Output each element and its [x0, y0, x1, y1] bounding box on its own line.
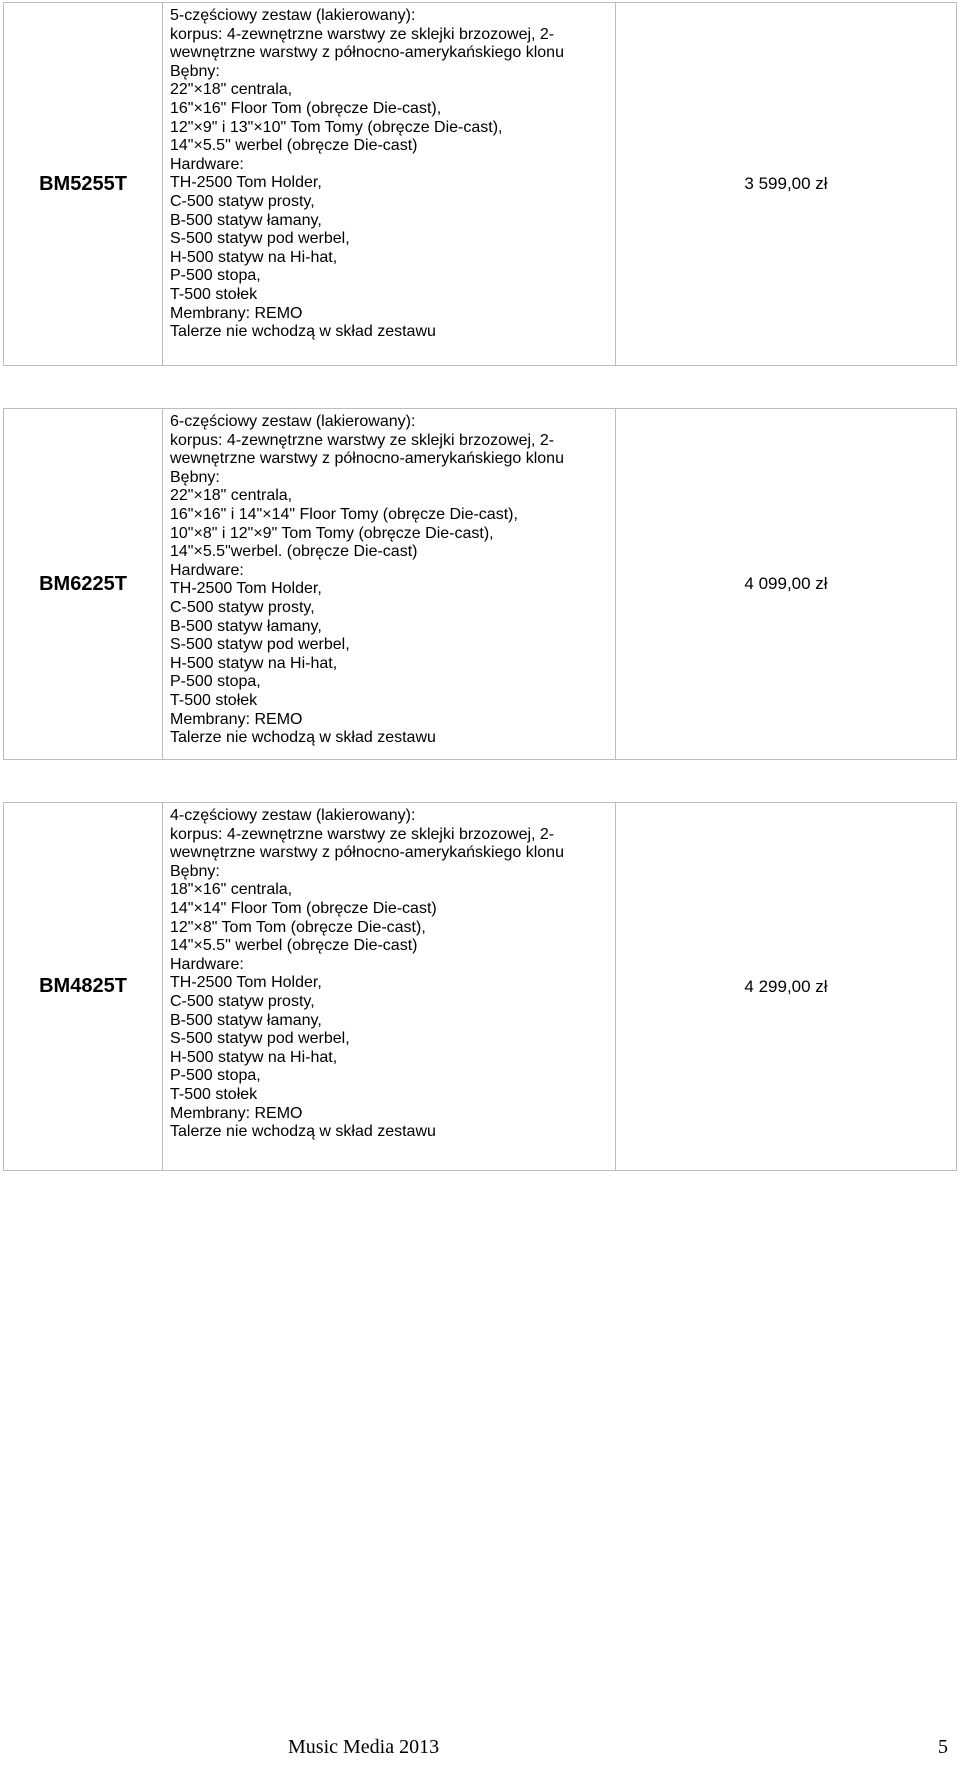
description-line: 4-częściowy zestaw (lakierowany): — [170, 807, 416, 824]
description-line: C-500 statyw prosty, — [170, 992, 315, 1010]
description-line: P-500 stopa, — [170, 673, 261, 691]
description-line: B-500 statyw łamany, — [170, 1011, 322, 1029]
description-line: 16"×16" i 14"×14" Floor Tomy (obręcze Die-cast), — [170, 505, 518, 523]
description-line: 14"×5.5" werbel (obręcze Die-cast) — [170, 937, 418, 955]
description-line: 22"×18" centrala, — [170, 81, 293, 99]
description-lines — [170, 3, 615, 348]
description-line: 14"×5.5" werbel (obręcze Die-cast) — [170, 137, 418, 155]
product-description — [163, 3, 616, 366]
description-line: T-500 stołek — [170, 1085, 258, 1103]
page-number: 5 — [938, 1736, 948, 1758]
product-description — [163, 803, 616, 1171]
description-lines — [170, 409, 615, 754]
description-lines — [170, 803, 615, 1148]
product-table — [3, 2, 957, 1171]
description-line: korpus: 4-zewnętrzne warstwy ze sklejki brzozowej, 2- — [170, 825, 555, 843]
description-line: B-500 statyw łamany, — [170, 617, 322, 635]
description-line: 14"×14" Floor Tom (obręcze Die-cast) — [170, 899, 437, 917]
product-price: 3 599,00 zł — [616, 3, 957, 366]
description-line: TH-2500 Tom Holder, — [170, 580, 322, 598]
description-line: P-500 stopa, — [170, 1067, 261, 1085]
description-line: 12"×9" i 13"×10" Tom Tomy (obręcze Die-cast), — [170, 118, 503, 136]
description-line: Talerze nie wchodzą w skład zestawu — [170, 323, 436, 341]
description-line: Hardware: — [170, 561, 244, 579]
description-line: B-500 statyw łamany, — [170, 211, 322, 229]
description-line: korpus: 4-zewnętrzne warstwy ze sklejki brzozowej, 2- — [170, 431, 555, 449]
description-line: Bębny: — [170, 862, 220, 880]
description-line: Membrany: REMO — [170, 710, 303, 728]
description-line: 22"×18" centrala, — [170, 487, 293, 505]
description-line: T-500 stołek — [170, 285, 258, 303]
description-line: korpus: 4-zewnętrzne warstwy ze sklejki brzozowej, 2- — [170, 25, 555, 43]
description-line: Bębny: — [170, 62, 220, 80]
product-code: BM5255T — [4, 3, 163, 366]
description-line: Hardware: — [170, 155, 244, 173]
description-line: H-500 statyw na Hi-hat, — [170, 248, 338, 266]
product-code: BM6225T — [4, 409, 163, 760]
description-line: Hardware: — [170, 955, 244, 973]
description-line: H-500 statyw na Hi-hat, — [170, 1048, 338, 1066]
product-row — [4, 803, 957, 1171]
description-line: 16"×16" Floor Tom (obręcze Die-cast), — [170, 99, 442, 117]
description-line: TH-2500 Tom Holder, — [170, 174, 322, 192]
description-line: T-500 stołek — [170, 691, 258, 709]
description-line: wewnętrzne warstwy z północno-amerykańskiego klonu — [170, 450, 564, 468]
description-line: wewnętrzne warstwy z północno-amerykańskiego klonu — [170, 44, 564, 62]
description-line: Membrany: REMO — [170, 304, 303, 322]
description-line: P-500 stopa, — [170, 267, 261, 285]
description-line: Talerze nie wchodzą w skład zestawu — [170, 1123, 436, 1141]
description-line: 5-częściowy zestaw (lakierowany): — [170, 7, 416, 24]
description-line: S-500 statyw pod werbel, — [170, 636, 350, 654]
description-line: 18"×16" centrala, — [170, 881, 293, 899]
product-price: 4 099,00 zł — [616, 409, 957, 760]
description-line: S-500 statyw pod werbel, — [170, 1030, 350, 1048]
description-line: wewnętrzne warstwy z północno-amerykańskiego klonu — [170, 844, 564, 862]
description-line: Bębny: — [170, 468, 220, 486]
product-code: BM4825T — [4, 803, 163, 1171]
description-line: 14"×5.5"werbel. (obręcze Die-cast) — [170, 543, 418, 561]
product-description — [163, 409, 616, 760]
product-row — [4, 3, 957, 366]
description-line: TH-2500 Tom Holder, — [170, 974, 322, 992]
description-line: 6-częściowy zestaw (lakierowany): — [170, 413, 416, 430]
publication-title: Music Media 2013 — [288, 1736, 440, 1758]
description-line: C-500 statyw prosty, — [170, 192, 315, 210]
page-footer — [288, 1736, 948, 1759]
product-row — [4, 409, 957, 760]
description-line: 12"×8" Tom Tom (obręcze Die-cast), — [170, 918, 426, 936]
description-line: Talerze nie wchodzą w skład zestawu — [170, 729, 436, 747]
description-line: H-500 statyw na Hi-hat, — [170, 654, 338, 672]
product-price: 4 299,00 zł — [616, 803, 957, 1171]
description-line: S-500 statyw pod werbel, — [170, 230, 350, 248]
description-line: Membrany: REMO — [170, 1104, 303, 1122]
description-line: 10"×8" i 12"×9" Tom Tomy (obręcze Die-cast), — [170, 524, 494, 542]
description-line: C-500 statyw prosty, — [170, 598, 315, 616]
